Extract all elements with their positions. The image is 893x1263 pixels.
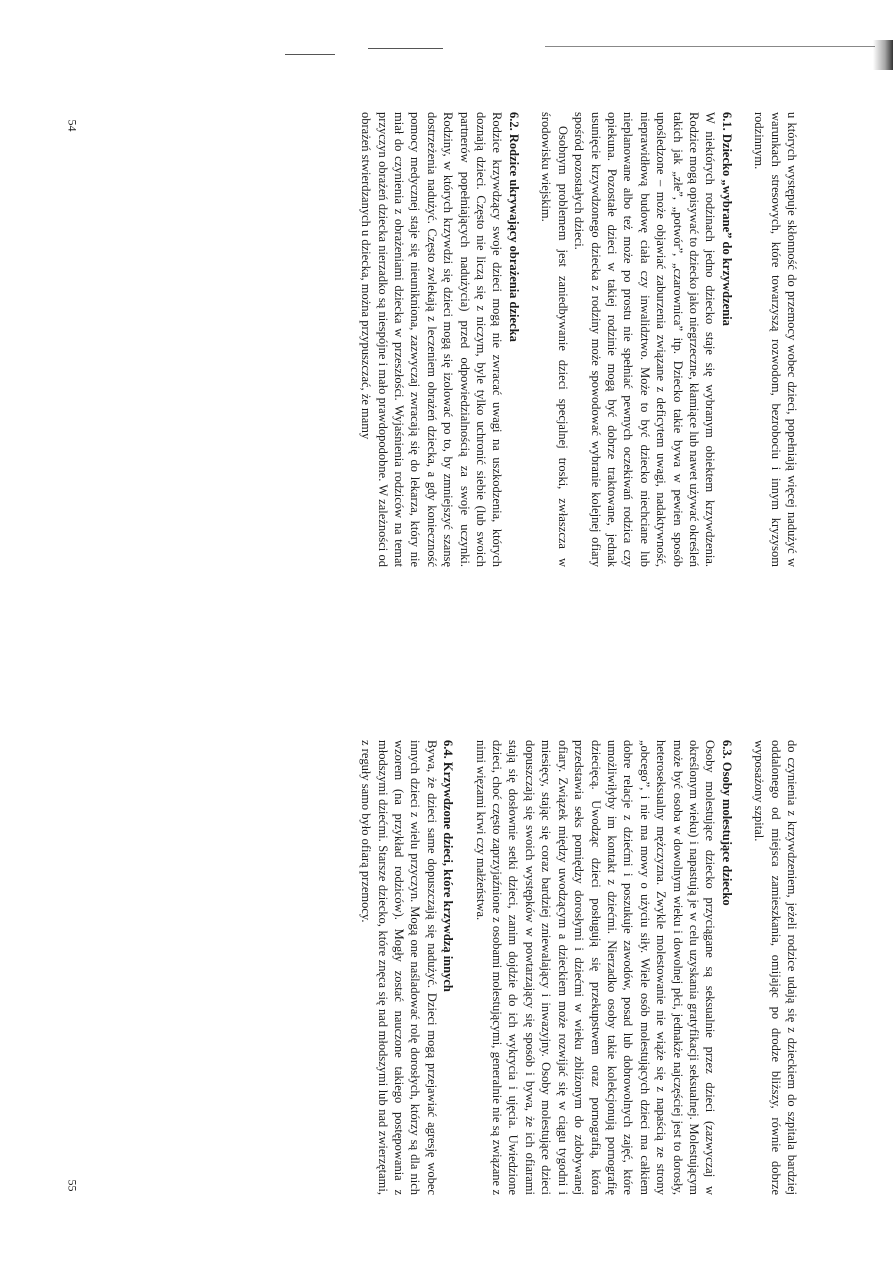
scan-line: [545, 46, 875, 47]
section-spacer: [522, 112, 538, 567]
section-spacer: [735, 112, 751, 567]
page-55-text-column: [358, 740, 800, 1195]
paragraph: Osobnym problemem jest zaniedbywanie dzieci specjalnej troski, zwłaszcza w środowisku wiejskim.: [539, 112, 570, 567]
page-number-55: 55: [65, 1179, 80, 1192]
section-spacer: [456, 740, 472, 1195]
section-heading: 6.2. Rodzice ukrywający obrażenia dziecka: [506, 112, 521, 342]
page-54-text-column: [358, 112, 800, 567]
scan-edge-shadow: [873, 40, 893, 70]
paragraph: do czynienia z krzywdzeniem, jeżeli rodzice udają się z dzieckiem do szpitala bardziej oddalonego od miejsca zamieszkania, omijając po drodze bliższy, równie dobrze wyposażony szpital.: [752, 740, 799, 1195]
paragraph: Osoby molestujące dziecko przyciągane są seksualnie przez dzieci (zazwyczaj w określonym wieku) i napastują je w celu uzyskania gratyfikacji seksualnej. Molestującym może być osoba w dowolnym wieku i dowolnej płci, jednakże najczęściej jest to dorosły, heteroseksualny mężczyzna. Zwykle molestowanie nie wiąże się z napaścią ze strony „obcego”, i nie ma mowy o użyciu siły. Wiele osób molestujących dzieci ma całkiem dobre relacje z dziećmi i poszukuje zawodów, posad lub dobrowolnych zajęć, które umożliwiłyby im kontakt z dziećmi. Nierzadko osoby takie kolekcjonują pornografię dziecięcą. Uwodząc dzieci posługują się przekupstwem oraz pornografią, która przedstawia seks pomiędzy dorosłymi i dziećmi w wieku zbliżonym do zdobywanej ofiary. Związek między uwodzącym a dzieckiem może rozwijać się w ciągu tygodni i miesięcy, stając się coraz bardziej zniewalający i inwazyjny. Osoby molestujące dzieci dopuszczają się swoich występków w powtarzający się sposób i bywa, że ich ofiarami stają się dosłownie setki dzieci, zanim dojdzie do ich wykrycia i ujęcia. Uwiedzione dzieci, choć często zaprzyjaźnione z osobami molestującymi, generalnie nie są związane z nimi więzami krwi czy małżeństwa.: [473, 740, 718, 1195]
section-heading: 6.4. Krzywdzone dzieci, które krzywdzą innych: [441, 740, 456, 992]
paragraph: W niektórych rodzinach jedno dziecko staje się wybranym obiektem krzywdzenia. Rodzice mogą opisywać to dziecko jako niegrzeczne, kłamiące lub nawet używać określeń takich jak „złe”, „potwór”, „czarownica” itp. Dziecko takie bywa w pewien sposób upośledzone – może objawiać zaburzenia związane z deficytem uwagi, nadaktywność, nieprawidłową budowę ciała czy inwalidztwo. Może to być dziecko niechciane lub nieplanowane albo też może po prostu nie spełniać pewnych oczekiwań rodzica czy opiekuna. Pozostałe dzieci w takiej rodzinie mogą być dobrze traktowane, jednak usunięcie krzywdzonego dziecka z rodziny może spowodować wybranie kolejnej ofiary spośród pozostałych dzieci.: [572, 112, 718, 567]
page-number-54: 54: [65, 119, 80, 132]
paragraph: u których występuje skłonność do przemocy wobec dzieci, popełniają więcej nadużyć w warunkach stresowych, które towarzyszą rozwodom, bezrobociu i innym kryzysom rodzinnym.: [752, 112, 799, 567]
section-spacer: [735, 740, 751, 1195]
paragraph: Bywa, że dzieci same dopuszczają się nadużyć. Dzieci mogą przejawiać agresję wobec innych dzieci z wielu przyczyn. Mogą one naśladować rolę dorosłych, którzy są dla nich wzorem (na przykład rodziców). Mogły zostać nauczone takiego postępowania z młodszymi dziećmi. Starsze dziecko, które znęca się nad młodszymi lub nad zwierzętami, z reguły samo było ofiarą przemocy.: [359, 740, 439, 1195]
scan-line: [368, 48, 443, 49]
section-heading: 6.1. Dziecko „wybrane” do krzywdzenia: [719, 112, 734, 326]
section-heading: 6.3. Osoby molestujące dziecko: [719, 740, 734, 906]
paragraph: Rodzice krzywdzący swoje dzieci mogą nie zwracać uwagi na uszkodzenia, których doznają dzieci. Często nie liczą się z niczym, byle tylko uchronić siebie (lub swoich partnerów popełniających nadużycia) przed odpowiedzialnością za swoje uczynki. Rodziny, w których krzywdzi się dzieci mogą się izolować po to, by zmniejszyć szansę dostrzeżenia nadużyć. Często zwlekają z leczeniem obrażeń dziecka, a gdy konieczność pomocy medycznej staje się nieunikniona, zazwyczaj zwracają się do lekarza, który nie miał do czynienia z obrażeniami dziecka w przeszłości. Wyjaśnienia rodziców na temat przyczyn obrażeń dziecka nierzadko są niespójne i mało prawdopodobne. W zależności od obrażeń stwierdzanych u dziecka, można przypuszczać, że mamy: [359, 112, 505, 567]
scan-line: [285, 54, 335, 55]
